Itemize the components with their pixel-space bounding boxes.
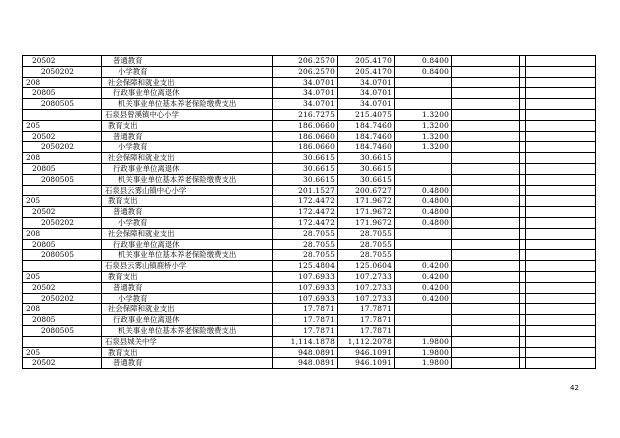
basic-expenditure-cell: 107.2733 xyxy=(338,293,395,304)
empty-cell xyxy=(526,109,596,120)
item-name-cell: 小学教育 xyxy=(102,217,273,228)
project-expenditure-cell: 1.3200 xyxy=(395,109,452,120)
basic-expenditure-cell: 34.0701 xyxy=(338,99,395,110)
empty-cell xyxy=(526,153,596,164)
empty-cell xyxy=(526,347,596,358)
empty-cell xyxy=(452,325,520,336)
empty-cell xyxy=(452,185,520,196)
item-name-cell: 社会保障和就业支出 xyxy=(102,228,273,239)
total-amount-cell: 30.6615 xyxy=(273,163,338,174)
unit-name-cell: 石泉县曾溪镇中心小学 xyxy=(102,109,273,120)
table-row xyxy=(23,250,596,261)
empty-cell xyxy=(526,120,596,131)
total-amount-cell: 186.0660 xyxy=(273,131,338,142)
empty-cell xyxy=(526,271,596,282)
empty-cell xyxy=(452,109,520,120)
empty-cell xyxy=(452,153,520,164)
unit-name-cell: 石泉县云雾山镇中心小学 xyxy=(102,185,273,196)
basic-expenditure-cell: 28.7055 xyxy=(338,239,395,250)
project-expenditure-cell xyxy=(395,77,452,88)
item-name-cell: 普通教育 xyxy=(102,358,273,369)
function-code-cell: 205 xyxy=(23,196,102,207)
empty-cell xyxy=(526,261,596,272)
budget-table-sheet xyxy=(22,55,596,369)
empty-cell xyxy=(452,196,520,207)
total-amount-cell: 30.6615 xyxy=(273,174,338,185)
total-amount-cell: 172.4472 xyxy=(273,196,338,207)
table-row xyxy=(23,325,596,336)
empty-cell xyxy=(526,163,596,174)
total-amount-cell: 17.7871 xyxy=(273,315,338,326)
item-name-cell: 行政事业单位离退休 xyxy=(102,163,273,174)
project-expenditure-cell xyxy=(395,250,452,261)
total-amount-cell: 34.0701 xyxy=(273,77,338,88)
function-code-cell: 208 xyxy=(23,304,102,315)
empty-cell xyxy=(526,99,596,110)
project-expenditure-cell: 1.9800 xyxy=(395,347,452,358)
empty-cell xyxy=(526,325,596,336)
total-amount-cell: 186.0660 xyxy=(273,142,338,153)
table-row xyxy=(23,315,596,326)
item-name-cell: 小学教育 xyxy=(102,293,273,304)
empty-cell xyxy=(526,56,596,67)
basic-expenditure-cell: 28.7055 xyxy=(338,250,395,261)
function-code-cell: 20502 xyxy=(23,282,102,293)
total-amount-cell: 17.7871 xyxy=(273,304,338,315)
table-row xyxy=(23,293,596,304)
total-amount-cell: 28.7055 xyxy=(273,239,338,250)
project-expenditure-cell: 1.9800 xyxy=(395,336,452,347)
basic-expenditure-cell: 34.0701 xyxy=(338,88,395,99)
item-name-cell: 教育支出 xyxy=(102,347,273,358)
empty-cell xyxy=(452,304,520,315)
project-expenditure-cell xyxy=(395,315,452,326)
basic-expenditure-cell: 205.4170 xyxy=(338,66,395,77)
total-amount-cell: 125.4804 xyxy=(273,261,338,272)
empty-cell xyxy=(526,358,596,369)
table-row xyxy=(23,99,596,110)
function-code-cell: 20502 xyxy=(23,131,102,142)
table-row xyxy=(23,120,596,131)
empty-cell xyxy=(526,66,596,77)
empty-cell xyxy=(526,196,596,207)
basic-expenditure-cell: 107.2733 xyxy=(338,271,395,282)
item-name-cell: 社会保障和就业支出 xyxy=(102,77,273,88)
table-row xyxy=(23,56,596,67)
basic-expenditure-cell: 30.6615 xyxy=(338,153,395,164)
total-amount-cell: 206.2570 xyxy=(273,56,338,67)
total-amount-cell: 201.1527 xyxy=(273,185,338,196)
empty-cell xyxy=(452,347,520,358)
unit-row xyxy=(23,109,596,120)
function-code-cell: 20502 xyxy=(23,358,102,369)
function-code-cell: 208 xyxy=(23,77,102,88)
empty-cell xyxy=(526,77,596,88)
function-code-cell: 20805 xyxy=(23,88,102,99)
basic-expenditure-cell: 184.7460 xyxy=(338,120,395,131)
total-amount-cell: 948.0891 xyxy=(273,347,338,358)
empty-cell xyxy=(452,77,520,88)
empty-cell xyxy=(452,261,520,272)
empty-cell xyxy=(452,315,520,326)
budget-expenditure-table xyxy=(22,55,596,369)
basic-expenditure-cell: 30.6615 xyxy=(338,174,395,185)
budget-table-body xyxy=(23,56,596,369)
basic-expenditure-cell: 1,112.2078 xyxy=(338,336,395,347)
table-row xyxy=(23,163,596,174)
function-code-cell xyxy=(23,336,102,347)
item-name-cell: 普通教育 xyxy=(102,282,273,293)
item-name-cell: 行政事业单位离退休 xyxy=(102,239,273,250)
function-code-cell: 20502 xyxy=(23,56,102,67)
project-expenditure-cell: 0.8400 xyxy=(395,66,452,77)
project-expenditure-cell xyxy=(395,163,452,174)
empty-cell xyxy=(526,304,596,315)
empty-cell xyxy=(452,271,520,282)
basic-expenditure-cell: 171.9672 xyxy=(338,207,395,218)
basic-expenditure-cell: 17.7871 xyxy=(338,325,395,336)
table-row xyxy=(23,174,596,185)
basic-expenditure-cell: 215.4075 xyxy=(338,109,395,120)
empty-cell xyxy=(452,358,520,369)
item-name-cell: 普通教育 xyxy=(102,131,273,142)
empty-cell xyxy=(526,250,596,261)
item-name-cell: 社会保障和就业支出 xyxy=(102,304,273,315)
basic-expenditure-cell: 28.7055 xyxy=(338,228,395,239)
basic-expenditure-cell: 17.7871 xyxy=(338,304,395,315)
total-amount-cell: 34.0701 xyxy=(273,99,338,110)
item-name-cell: 普通教育 xyxy=(102,207,273,218)
project-expenditure-cell: 1.3200 xyxy=(395,142,452,153)
basic-expenditure-cell: 30.6615 xyxy=(338,163,395,174)
table-row xyxy=(23,88,596,99)
empty-cell xyxy=(526,239,596,250)
function-code-cell: 20805 xyxy=(23,315,102,326)
total-amount-cell: 107.6933 xyxy=(273,271,338,282)
table-row xyxy=(23,77,596,88)
total-amount-cell: 17.7871 xyxy=(273,325,338,336)
total-amount-cell: 30.6615 xyxy=(273,153,338,164)
project-expenditure-cell: 0.4200 xyxy=(395,293,452,304)
basic-expenditure-cell: 171.9672 xyxy=(338,196,395,207)
function-code-cell: 208 xyxy=(23,153,102,164)
function-code-cell: 205 xyxy=(23,271,102,282)
item-name-cell: 行政事业单位离退休 xyxy=(102,315,273,326)
item-name-cell: 小学教育 xyxy=(102,142,273,153)
project-expenditure-cell: 1.3200 xyxy=(395,131,452,142)
function-code-cell: 2050202 xyxy=(23,142,102,153)
project-expenditure-cell xyxy=(395,88,452,99)
unit-row xyxy=(23,336,596,347)
unit-row xyxy=(23,261,596,272)
empty-cell xyxy=(452,207,520,218)
unit-name-cell: 石泉县云雾山镇鹿桥小学 xyxy=(102,261,273,272)
empty-cell xyxy=(526,131,596,142)
empty-cell xyxy=(452,66,520,77)
function-code-cell: 2080505 xyxy=(23,174,102,185)
total-amount-cell: 948.0891 xyxy=(273,358,338,369)
project-expenditure-cell xyxy=(395,228,452,239)
total-amount-cell: 206.2570 xyxy=(273,66,338,77)
total-amount-cell: 186.0660 xyxy=(273,120,338,131)
table-row xyxy=(23,207,596,218)
function-code-cell: 2050202 xyxy=(23,217,102,228)
table-row xyxy=(23,304,596,315)
item-name-cell: 社会保障和就业支出 xyxy=(102,153,273,164)
empty-cell xyxy=(452,239,520,250)
total-amount-cell: 172.4472 xyxy=(273,217,338,228)
project-expenditure-cell: 0.8400 xyxy=(395,56,452,67)
project-expenditure-cell: 0.4800 xyxy=(395,196,452,207)
empty-cell xyxy=(526,336,596,347)
total-amount-cell: 1,114.1878 xyxy=(273,336,338,347)
project-expenditure-cell: 0.4200 xyxy=(395,282,452,293)
project-expenditure-cell xyxy=(395,99,452,110)
item-name-cell: 教育支出 xyxy=(102,196,273,207)
table-row xyxy=(23,239,596,250)
total-amount-cell: 107.6933 xyxy=(273,293,338,304)
basic-expenditure-cell: 946.1091 xyxy=(338,347,395,358)
item-name-cell: 机关事业单位基本养老保险缴费支出 xyxy=(102,325,273,336)
function-code-cell: 20805 xyxy=(23,239,102,250)
basic-expenditure-cell: 17.7871 xyxy=(338,315,395,326)
function-code-cell: 2080505 xyxy=(23,99,102,110)
project-expenditure-cell: 1.3200 xyxy=(395,120,452,131)
table-row xyxy=(23,142,596,153)
empty-cell xyxy=(526,185,596,196)
table-row xyxy=(23,131,596,142)
empty-cell xyxy=(452,174,520,185)
table-row xyxy=(23,196,596,207)
basic-expenditure-cell: 205.4170 xyxy=(338,56,395,67)
table-row xyxy=(23,66,596,77)
empty-cell xyxy=(452,99,520,110)
function-code-cell: 20805 xyxy=(23,163,102,174)
project-expenditure-cell: 0.4200 xyxy=(395,261,452,272)
empty-cell xyxy=(452,293,520,304)
basic-expenditure-cell: 184.7460 xyxy=(338,142,395,153)
item-name-cell: 普通教育 xyxy=(102,56,273,67)
basic-expenditure-cell: 125.0604 xyxy=(338,261,395,272)
project-expenditure-cell: 0.4800 xyxy=(395,185,452,196)
basic-expenditure-cell: 171.9672 xyxy=(338,217,395,228)
total-amount-cell: 172.4472 xyxy=(273,207,338,218)
project-expenditure-cell xyxy=(395,239,452,250)
item-name-cell: 行政事业单位离退休 xyxy=(102,88,273,99)
empty-cell xyxy=(452,56,520,67)
item-name-cell: 机关事业单位基本养老保险缴费支出 xyxy=(102,174,273,185)
item-name-cell: 机关事业单位基本养老保险缴费支出 xyxy=(102,250,273,261)
empty-cell xyxy=(526,228,596,239)
empty-cell xyxy=(452,142,520,153)
function-code-cell: 205 xyxy=(23,347,102,358)
table-row xyxy=(23,217,596,228)
function-code-cell xyxy=(23,261,102,272)
item-name-cell: 机关事业单位基本养老保险缴费支出 xyxy=(102,99,273,110)
function-code-cell: 2050202 xyxy=(23,66,102,77)
empty-cell xyxy=(452,228,520,239)
table-row xyxy=(23,228,596,239)
empty-cell xyxy=(452,336,520,347)
empty-cell xyxy=(526,174,596,185)
item-name-cell: 小学教育 xyxy=(102,66,273,77)
table-row xyxy=(23,271,596,282)
table-row xyxy=(23,153,596,164)
unit-name-cell: 石泉县城关中学 xyxy=(102,336,273,347)
table-row xyxy=(23,347,596,358)
project-expenditure-cell xyxy=(395,174,452,185)
total-amount-cell: 28.7055 xyxy=(273,228,338,239)
table-row xyxy=(23,282,596,293)
empty-cell xyxy=(452,131,520,142)
project-expenditure-cell xyxy=(395,153,452,164)
empty-cell xyxy=(452,120,520,131)
function-code-cell: 2050202 xyxy=(23,293,102,304)
empty-cell xyxy=(526,207,596,218)
total-amount-cell: 34.0701 xyxy=(273,88,338,99)
empty-cell xyxy=(526,88,596,99)
project-expenditure-cell: 0.4800 xyxy=(395,217,452,228)
project-expenditure-cell xyxy=(395,325,452,336)
empty-cell xyxy=(526,282,596,293)
project-expenditure-cell: 0.4800 xyxy=(395,207,452,218)
unit-row xyxy=(23,185,596,196)
function-code-cell: 2080505 xyxy=(23,250,102,261)
basic-expenditure-cell: 946.1091 xyxy=(338,358,395,369)
empty-cell xyxy=(526,293,596,304)
basic-expenditure-cell: 107.2733 xyxy=(338,282,395,293)
basic-expenditure-cell: 34.0701 xyxy=(338,77,395,88)
empty-cell xyxy=(452,88,520,99)
basic-expenditure-cell: 184.7460 xyxy=(338,131,395,142)
empty-cell xyxy=(452,282,520,293)
function-code-cell: 205 xyxy=(23,120,102,131)
total-amount-cell: 28.7055 xyxy=(273,250,338,261)
item-name-cell: 教育支出 xyxy=(102,271,273,282)
project-expenditure-cell xyxy=(395,304,452,315)
function-code-cell: 20502 xyxy=(23,207,102,218)
page-number: 42 xyxy=(570,384,579,392)
empty-cell xyxy=(452,217,520,228)
function-code-cell: 208 xyxy=(23,228,102,239)
empty-cell xyxy=(452,163,520,174)
empty-cell xyxy=(452,250,520,261)
table-row xyxy=(23,358,596,369)
empty-cell xyxy=(526,217,596,228)
function-code-cell xyxy=(23,185,102,196)
basic-expenditure-cell: 200.6727 xyxy=(338,185,395,196)
function-code-cell xyxy=(23,109,102,120)
project-expenditure-cell: 1.9800 xyxy=(395,358,452,369)
total-amount-cell: 107.6933 xyxy=(273,282,338,293)
project-expenditure-cell: 0.4200 xyxy=(395,271,452,282)
function-code-cell: 2080505 xyxy=(23,325,102,336)
item-name-cell: 教育支出 xyxy=(102,120,273,131)
empty-cell xyxy=(526,315,596,326)
total-amount-cell: 216.7275 xyxy=(273,109,338,120)
empty-cell xyxy=(526,142,596,153)
